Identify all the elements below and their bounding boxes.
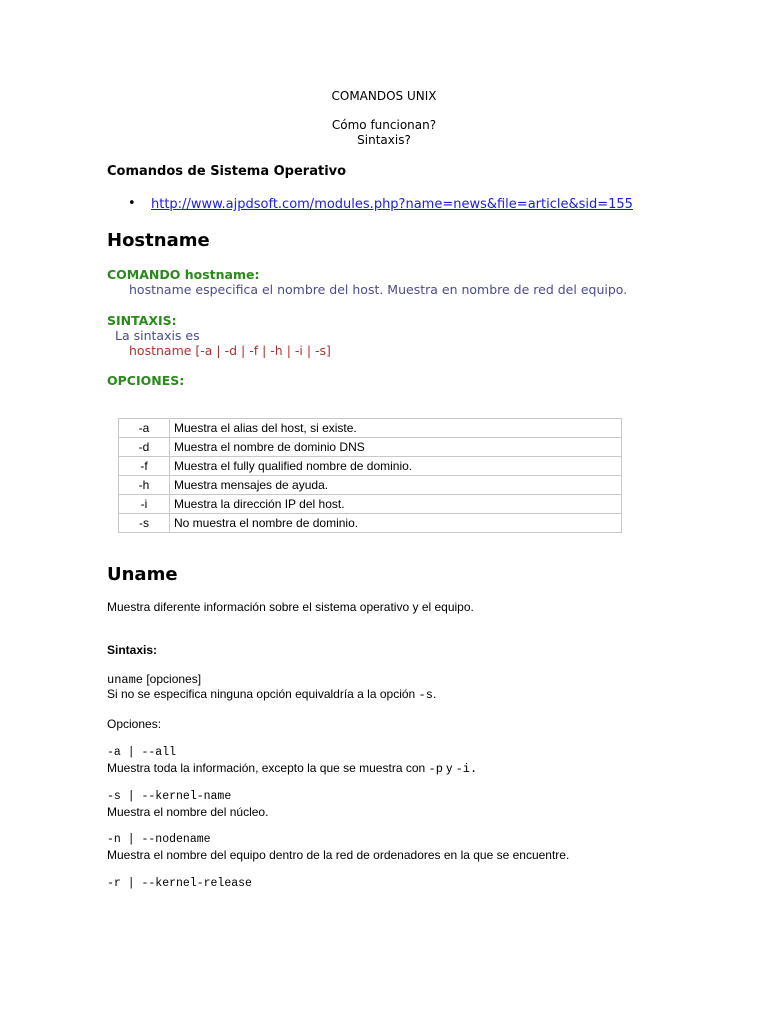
- hostname-syntax-command: hostname [-a | -d | -f | -h | -i | -s]: [129, 343, 331, 358]
- option-description: No muestra el nombre de dominio.: [170, 514, 622, 533]
- hostname-command-label: COMANDO hostname:: [107, 267, 260, 282]
- option-flag: -f: [119, 457, 170, 476]
- hostname-syntax-label: SINTAXIS:: [107, 313, 177, 328]
- hostname-syntax-intro: La sintaxis es: [115, 328, 200, 343]
- table-row: [119, 495, 622, 514]
- uname-syntax-args: [opciones]: [143, 672, 202, 686]
- table-row: [119, 438, 622, 457]
- option-flag: -h: [119, 476, 170, 495]
- document-title: COMANDOS UNIX: [331, 89, 437, 103]
- hostname-description: hostname especifica el nombre del host. Muestra en nombre de red del equipo.: [129, 282, 628, 297]
- option-nodename-flag: -n | --nodename: [107, 833, 211, 846]
- option-description: Muestra el fully qualified nombre de dominio.: [170, 457, 622, 476]
- option-all-description: Muestra toda la información, excepto la que se muestra con: [107, 761, 429, 775]
- section-os-heading: Comandos de Sistema Operativo: [107, 164, 347, 179]
- uname-default-line: [107, 687, 436, 702]
- hostname-heading: Hostname: [107, 230, 210, 251]
- option-description: Muestra la dirección IP del host.: [170, 495, 622, 514]
- question-syntax: Sintaxis?: [357, 133, 411, 147]
- uname-syntax-label: Sintaxis:: [107, 643, 158, 657]
- option-kernel-name-flag: -s | --kernel-name: [107, 790, 232, 803]
- option-flag: -d: [119, 438, 170, 457]
- uname-default-text: Si no se especifica ninguna opción equivaldría a la opción: [107, 687, 419, 701]
- hostname-options-label: OPCIONES:: [107, 373, 185, 388]
- uname-syntax-command: uname: [107, 673, 144, 687]
- option-kernel-name-description: Muestra el nombre del núcleo.: [107, 805, 269, 819]
- uname-syntax-line: [107, 672, 201, 687]
- option-nodename-description: Muestra el nombre del equipo dentro de la red de ordenadores en la que se encuentre.: [107, 848, 570, 862]
- option-p-flag: -p: [428, 762, 443, 776]
- table-row: [119, 419, 622, 438]
- uname-description: Muestra diferente información sobre el sistema operativo y el equipo.: [107, 600, 474, 614]
- option-i-flag: -i.: [455, 762, 478, 776]
- option-flag: -s: [119, 514, 170, 533]
- uname-default-end: .: [432, 687, 437, 701]
- option-all-flag: -a | --all: [107, 746, 177, 759]
- option-kernel-release-flag: -r | --kernel-release: [107, 877, 252, 890]
- os-reference-link[interactable]: http://www.ajpdsoft.com/modules.php?name=news&file=article&sid=155: [151, 197, 633, 212]
- table-row: [119, 457, 622, 476]
- table-row: [119, 476, 622, 495]
- question-how: Cómo funcionan?: [331, 118, 437, 132]
- option-all-line: [107, 761, 477, 776]
- option-all-and: y: [442, 761, 456, 775]
- uname-default-flag: -s: [418, 688, 433, 702]
- option-description: Muestra el nombre de dominio DNS: [170, 438, 622, 457]
- table-row: [119, 514, 622, 533]
- uname-heading: Uname: [107, 564, 178, 585]
- option-flag: -i: [119, 495, 170, 514]
- option-description: Muestra el alias del host, si existe.: [170, 419, 622, 438]
- option-description: Muestra mensajes de ayuda.: [170, 476, 622, 495]
- bullet-icon: •: [128, 196, 136, 211]
- hostname-options-table: [118, 418, 622, 533]
- uname-options-label: Opciones:: [107, 717, 162, 731]
- option-flag: -a: [119, 419, 170, 438]
